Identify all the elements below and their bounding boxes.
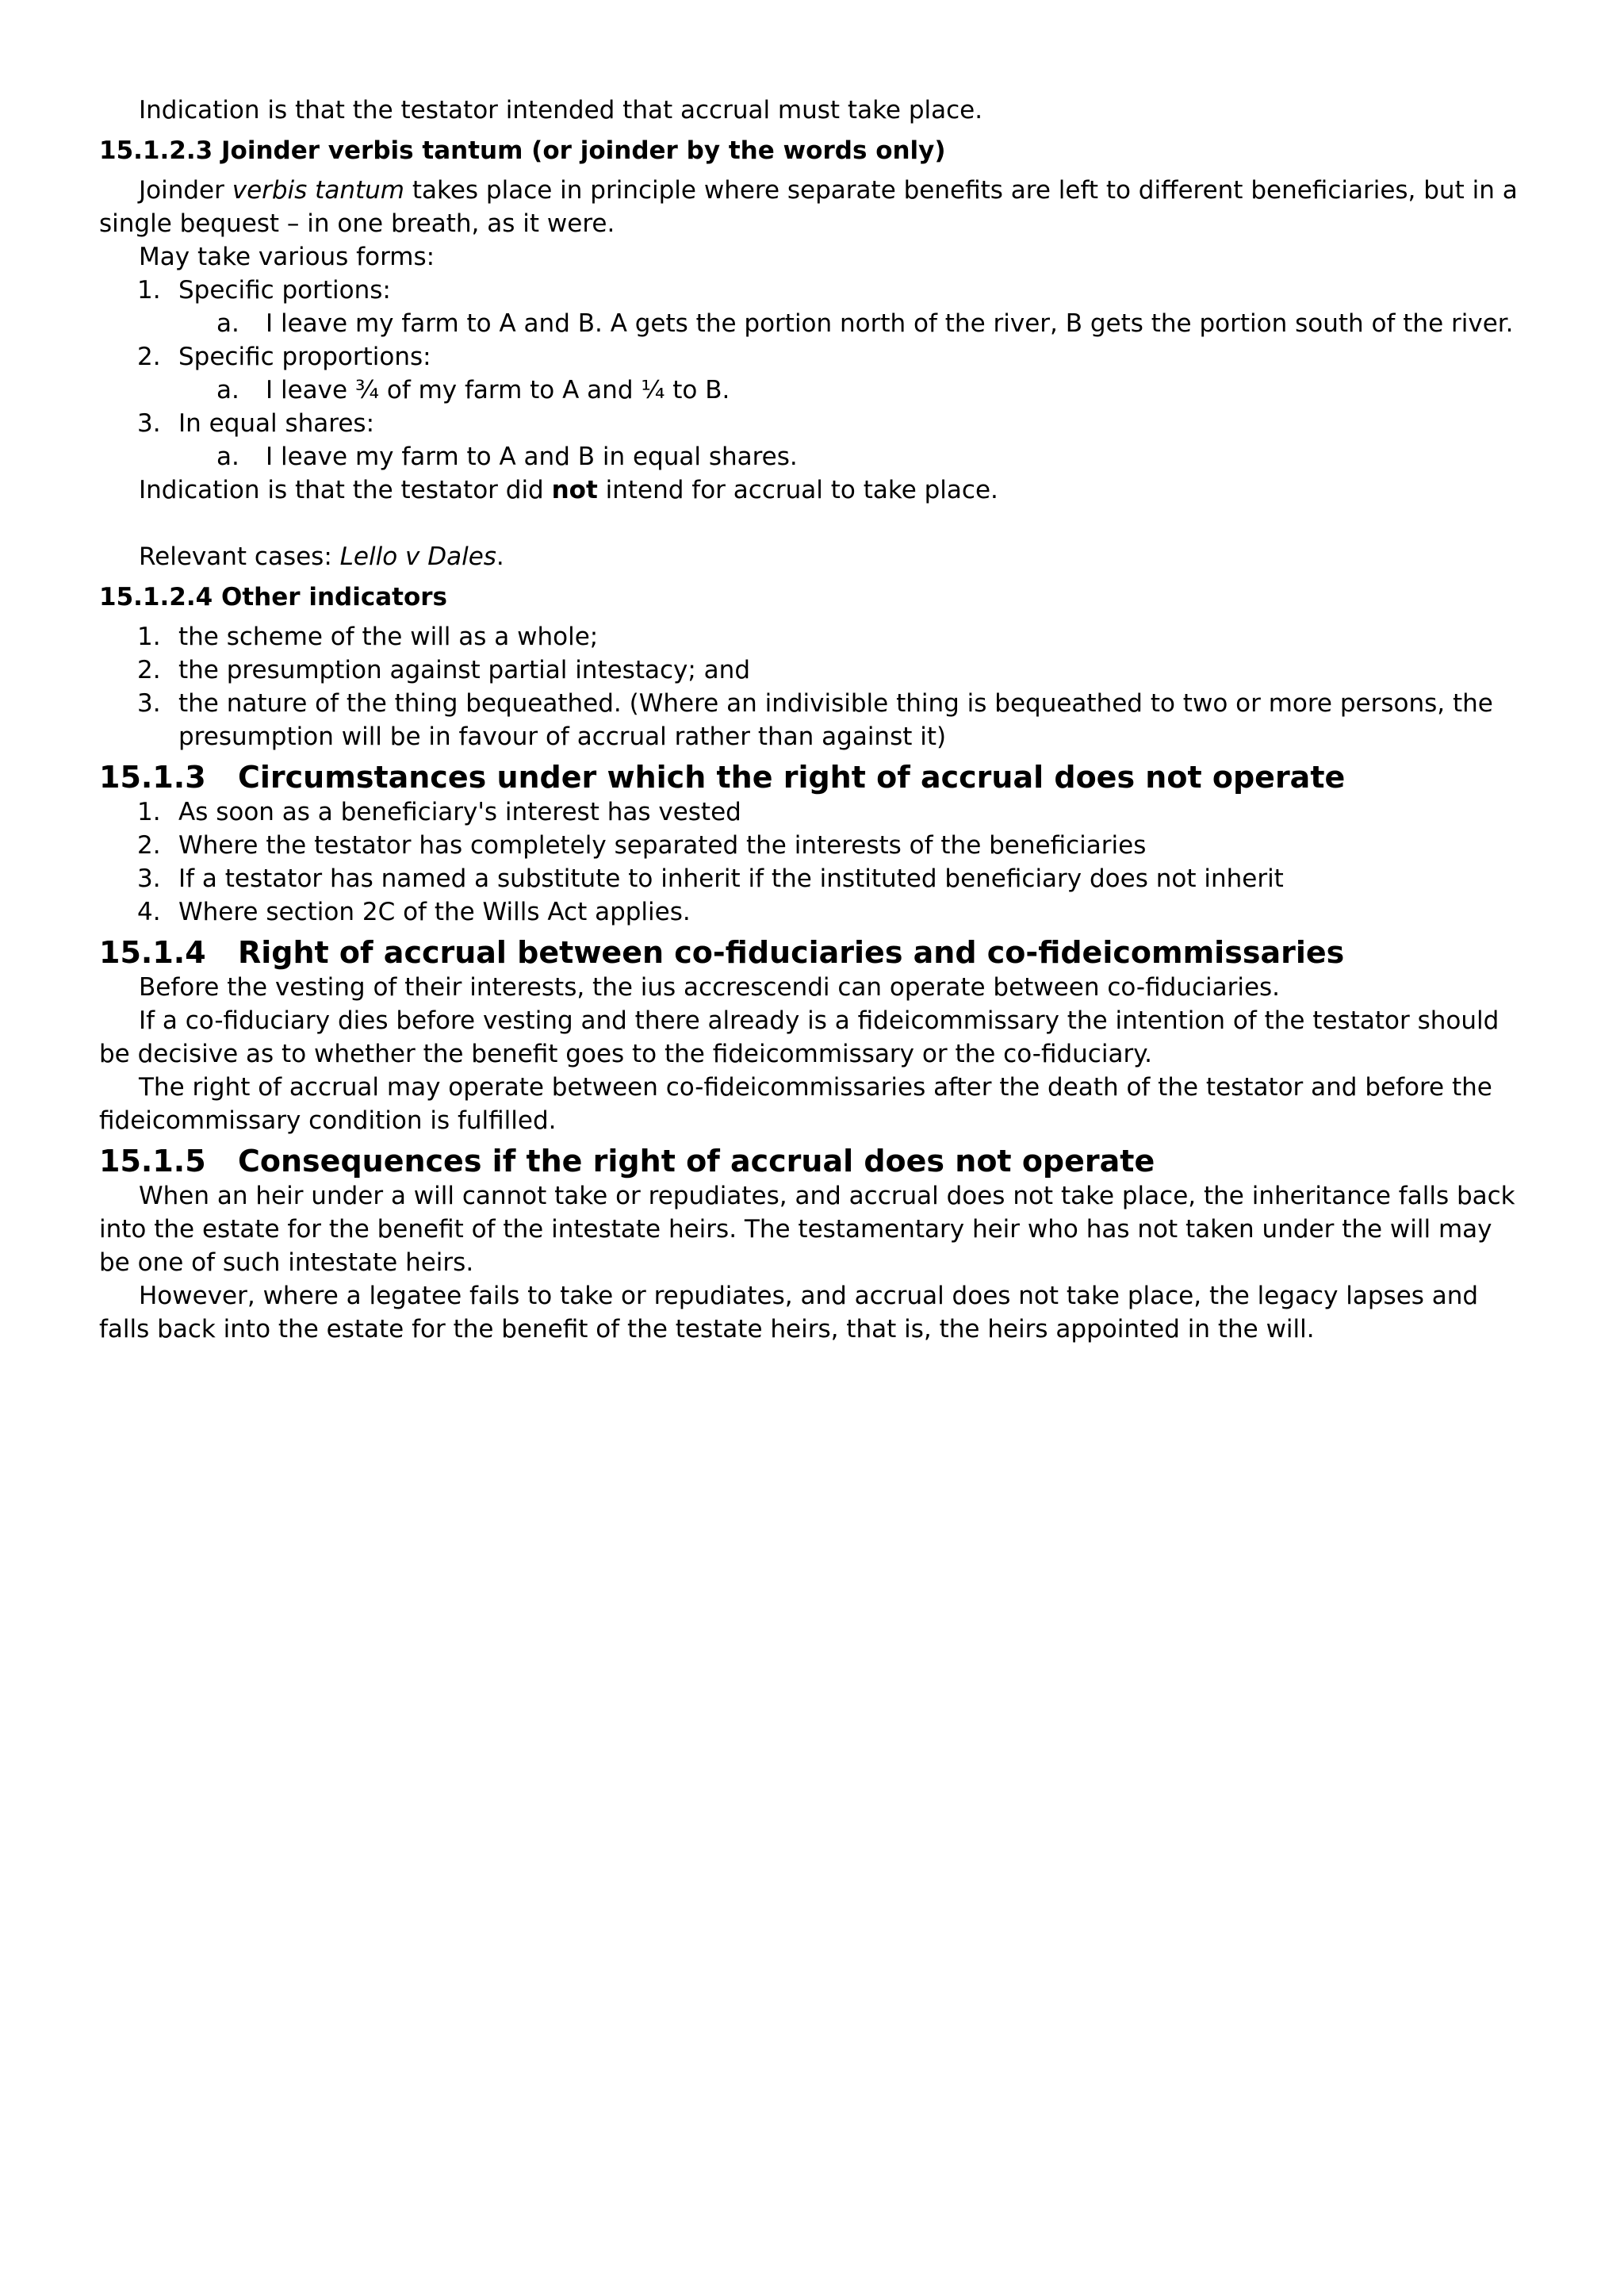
list-item-text: Specific portions: [178, 276, 391, 305]
list-item [99, 407, 1526, 440]
heading-15-1-3 [99, 759, 1526, 795]
heading-15-1-5 [99, 1143, 1526, 1179]
sub-list-item-text: I leave ¾ of my farm to A and ¼ to B. [266, 376, 730, 404]
paragraph: The right of accrual may operate between co-fideicommissaries after the death of the testator and before the fideicommissary condition is fulfilled. [99, 1073, 1492, 1135]
heading-15-1-2-4 [99, 581, 1526, 614]
heading-15-1-2-3 [99, 134, 1526, 167]
heading-title: Circumstances under which the right of accrual does not operate [238, 760, 1346, 795]
list-marker: 1. [137, 798, 161, 826]
list-item [99, 862, 1526, 895]
list-marker: 3. [137, 689, 161, 718]
list-marker: 1. [137, 276, 161, 305]
list-item [99, 895, 1526, 929]
sub-list-marker: a. [216, 309, 239, 338]
list-item-text: the presumption against partial intestacy; and [178, 656, 750, 684]
list-item-text: Where section 2C of the Wills Act applies. [178, 898, 691, 926]
intro-paragraph: Indication is that the testator intended that accrual must take place. [139, 96, 983, 125]
indication-paragraph [99, 473, 1526, 507]
text-run: . [496, 542, 504, 571]
italic-term: verbis tantum [232, 176, 404, 205]
text-run: Joinder [139, 176, 232, 205]
heading-title: Right of accrual between co-fiduciaries and co-fideicommissaries [238, 935, 1345, 970]
list-item-text: In equal shares: [178, 409, 375, 438]
heading-number: 15.1.4 [99, 935, 206, 970]
list-marker: 1. [137, 623, 161, 651]
list-item-text: As soon as a beneficiary's interest has vested [178, 798, 741, 826]
list-item [99, 829, 1526, 862]
case-name: Lello v Dales [339, 542, 496, 571]
paragraph: However, where a legatee fails to take or repudiates, and accrual does not take place, the legacy lapses and falls back into the estate for the benefit of the testate heirs, that is, the heirs appointed in the will. [99, 1282, 1479, 1343]
joinder-paragraph [99, 174, 1526, 240]
list-item-text: the nature of the thing bequeathed. (Where an indivisible thing is bequeathed to two or more persons, the presumption will be in favour of accrual rather than against it) [178, 689, 1493, 751]
list-item [99, 340, 1526, 374]
heading-number: 15.1.2.3 [99, 136, 213, 165]
list-item [99, 620, 1526, 654]
bold-term: not [551, 476, 598, 504]
list-item-text: Specific proportions: [178, 343, 431, 371]
heading-number: 15.1.3 [99, 760, 206, 795]
text-run: Relevant cases: [139, 542, 340, 571]
paragraph: When an heir under a will cannot take or repudiates, and accrual does not take place, the inheritance falls back into the estate for the benefit of the intestate heirs. The testamentary heir who has not taken under the will may be one of such intestate heirs. [99, 1182, 1515, 1277]
list-item-text: Where the testator has completely separated the interests of the beneficiaries [178, 831, 1147, 860]
list-marker: 4. [137, 898, 161, 926]
heading-15-1-4 [99, 934, 1526, 971]
spacer [99, 507, 1526, 540]
forms-intro: May take various forms: [139, 243, 435, 271]
list-item [99, 274, 1526, 307]
document-page [99, 94, 1526, 1346]
list-marker: 2. [137, 343, 161, 371]
list-marker: 2. [137, 831, 161, 860]
sub-list-marker: a. [216, 443, 239, 471]
heading-title: Consequences if the right of accrual does not operate [238, 1144, 1155, 1179]
list-item [99, 795, 1526, 829]
list-item [99, 654, 1526, 687]
sub-list-item [99, 374, 1526, 407]
text-run: Indication is that the testator did [139, 476, 552, 504]
relevant-cases [99, 540, 1526, 573]
text-run: intend for accrual to take place. [597, 476, 998, 504]
sub-list-item [99, 440, 1526, 473]
heading-number: 15.1.2.4 [99, 583, 213, 611]
text-run: takes place in principle where separate benefits are left to different beneficiaries, but in a single bequest – in one breath, as it were. [99, 176, 1518, 238]
heading-title: Joinder verbis tantum (or joinder by the words only) [220, 136, 946, 165]
list-marker: 2. [137, 656, 161, 684]
paragraph: Before the vesting of their interests, the ius accrescendi can operate between co-fiduciaries. [139, 973, 1281, 1002]
heading-title: Other indicators [220, 583, 447, 611]
heading-number: 15.1.5 [99, 1144, 206, 1179]
sub-list-item [99, 307, 1526, 340]
list-item-text: the scheme of the will as a whole; [178, 623, 599, 651]
paragraph: If a co-fiduciary dies before vesting and there already is a fideicommissary the intention of the testator should be decisive as to whether the benefit goes to the fideicommissary or the co-fiduciary. [99, 1006, 1500, 1068]
list-marker: 3. [137, 864, 161, 893]
list-item [99, 687, 1526, 753]
sub-list-item-text: I leave my farm to A and B in equal shares. [266, 443, 798, 471]
sub-list-item-text: I leave my farm to A and B. A gets the portion north of the river, B gets the portion south of the river. [266, 309, 1514, 338]
sub-list-marker: a. [216, 376, 239, 404]
list-item-text: If a testator has named a substitute to inherit if the instituted beneficiary does not inherit [178, 864, 1284, 893]
list-marker: 3. [137, 409, 161, 438]
